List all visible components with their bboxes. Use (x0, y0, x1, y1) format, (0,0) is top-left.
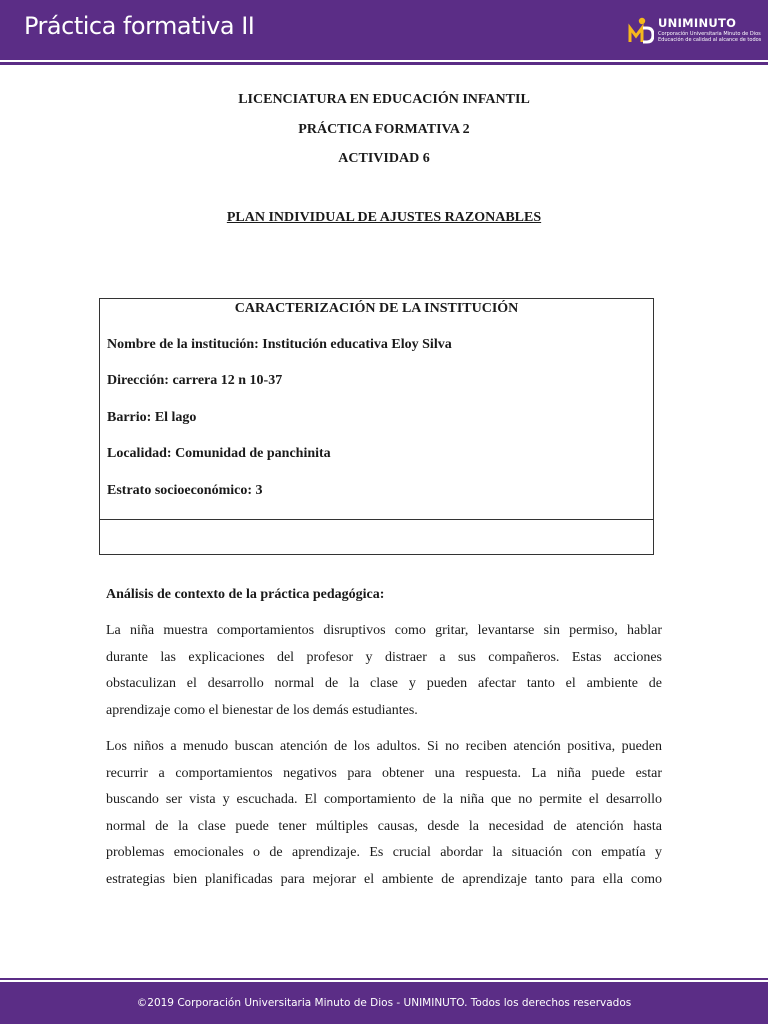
paragraph-line: normal de la clase puede tener múltiples causas, desde la necesidad de atención hasta (106, 818, 662, 834)
paragraph-line: durante las explicaciones del profesor y distraer a sus compañeros. Estas acciones (106, 649, 662, 665)
uniminuto-logo (628, 14, 762, 48)
plan-title-text: PLAN INDIVIDUAL DE AJUSTES RAZONABLES (226, 210, 542, 225)
uniminuto-logo-icon (628, 16, 654, 46)
footer-bar (0, 982, 768, 1024)
institution-locality: Localidad: Comunidad de panchinita (107, 446, 331, 461)
paragraph-line: recurrir a comportamientos negativos para obtener una respuesta. La niña puede estar (106, 765, 662, 781)
copyright-text: ©2019 Corporación Universitaria Minuto de Dios - UNIMINUTO. Todos los derechos reservados (136, 997, 632, 1009)
header-title: Práctica formativa II (24, 12, 255, 40)
institution-table-title: CARACTERIZACIÓN DE LA INSTITUCIÓN (234, 301, 519, 316)
logo-name: UNIMINUTO (658, 16, 737, 30)
institution-table (99, 298, 654, 555)
paragraph-line: estrategias bien planificadas para mejorar el ambiente de aprendizaje tanto para ella como (106, 871, 662, 887)
analysis-heading: Análisis de contexto de la práctica pedagógica: (106, 587, 385, 602)
header-bar (0, 0, 768, 60)
paragraph-line: buscando ser vista y escuchada. El comportamiento de la niña que no permite el desarrollo (106, 792, 662, 807)
table-row-divider (100, 519, 653, 520)
paragraph-line: problemas emocionales o de aprendizaje. Es crucial abordar la situación con empatía y (106, 845, 662, 860)
paragraph-line: obstaculizan el desarrollo normal de la clase y pueden afectar tanto el ambiente de (106, 676, 662, 691)
institution-neighborhood: Barrio: El lago (107, 410, 197, 425)
plan-title (0, 210, 768, 226)
paragraph-line: La niña muestra comportamientos disruptivos como gritar, levantarse sin permiso, hablar (106, 623, 662, 638)
header-divider (0, 62, 768, 65)
institution-name: Nombre de la institución: Institución educativa Eloy Silva (107, 337, 452, 352)
institution-stratum: Estrato socioeconómico: 3 (107, 483, 263, 498)
paragraph-line: Los niños a menudo buscan atención de los adultos. Si no reciben atención positiva, pueden (106, 739, 662, 754)
paragraph-line: aprendizaje como el bienestar de los demás estudiantes. (106, 702, 418, 718)
logo-tagline-1: Corporación Universitaria Minuto de Dios (658, 31, 761, 37)
logo-tagline-2: Educación de calidad al alcance de todos (658, 37, 762, 43)
institution-address: Dirección: carrera 12 n 10-37 (107, 373, 283, 388)
course-title: PRÁCTICA FORMATIVA 2 (298, 122, 470, 137)
footer-divider (0, 978, 768, 980)
analysis-paragraph-2 (106, 734, 662, 893)
analysis-paragraph-1 (106, 618, 662, 724)
activity-title: ACTIVIDAD 6 (338, 151, 430, 166)
program-title: LICENCIATURA EN EDUCACIÓN INFANTIL (238, 92, 530, 107)
logo-tagline (658, 31, 761, 43)
